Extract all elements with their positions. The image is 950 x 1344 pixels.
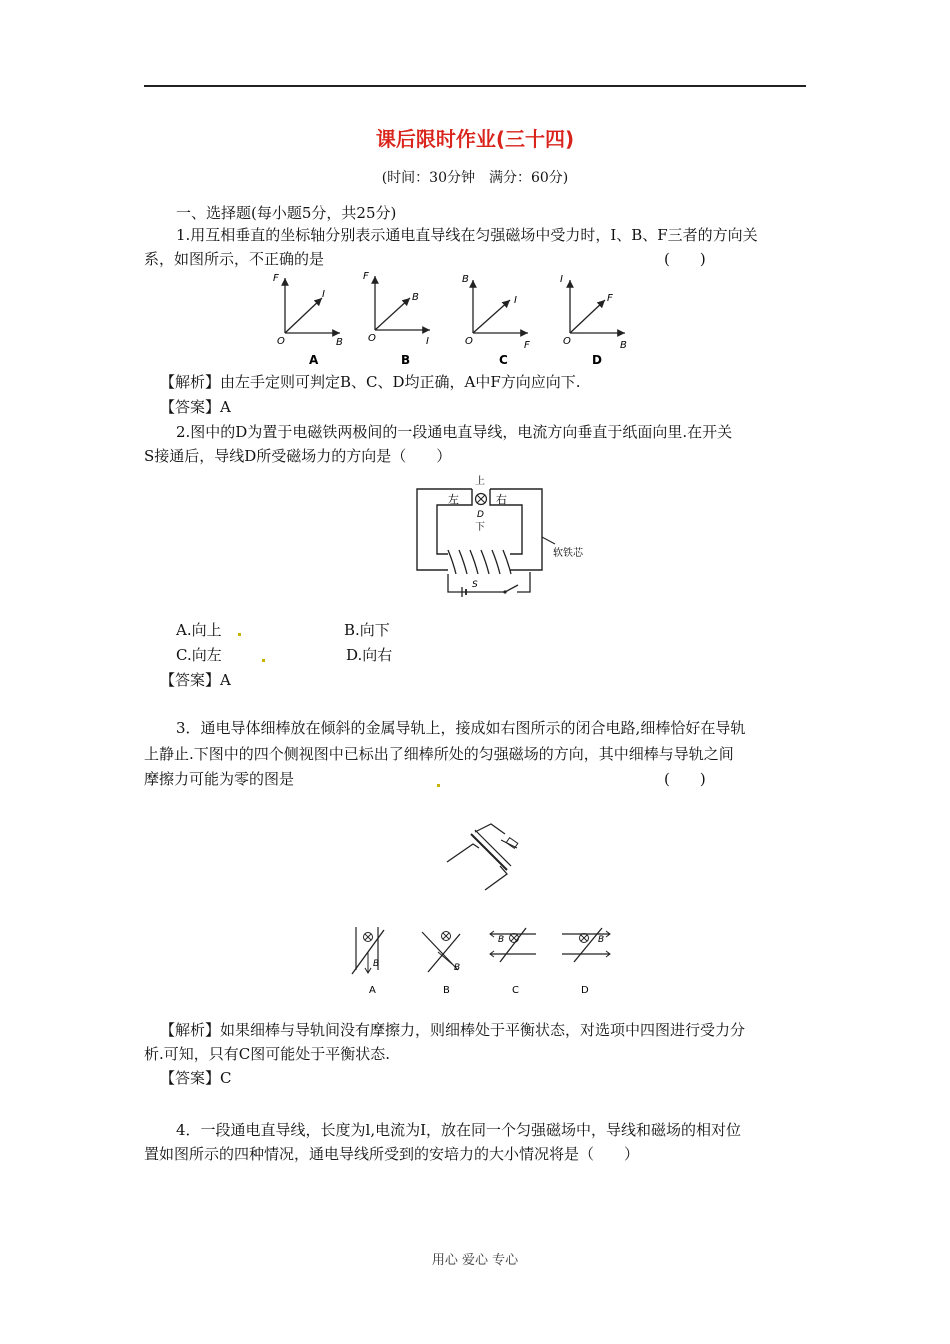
q1-a-xaxis: B	[336, 337, 343, 348]
q1-panel-a	[273, 273, 343, 367]
q1-b-option: B	[401, 353, 411, 367]
q1-analysis: 【解析】由左手定则可判定B、C、D均正确，A中F方向应向下.	[160, 373, 581, 391]
label-left: 左	[448, 493, 459, 506]
q1-line1: 1.用互相垂直的坐标轴分别表示通电直导线在匀强磁场中受力时，I、B、F三者的方向关	[176, 226, 758, 244]
q1-b-yaxis: F	[363, 271, 369, 282]
q2-figure	[410, 472, 590, 607]
q3-incline-figure	[445, 820, 535, 895]
q1-b-diag: B	[412, 292, 419, 303]
q3-line1: 3．通电导体细棒放在倾斜的金属导轨上，接成如右图所示的闭合电路,细棒恰好在导轨	[176, 719, 746, 737]
q3-line3: 摩擦力可能为零的图是	[144, 770, 295, 788]
q4-line2: 置如图所示的四种情况，通电导线所受到的安培力的大小情况将是（ ）	[144, 1145, 640, 1163]
q4-line1: 4．一段通电直导线，长度为l,电流为I，放在同一个匀强磁场中，导线和磁场的相对位	[176, 1121, 742, 1139]
q1-panel-d	[560, 274, 627, 367]
header-rule	[144, 85, 806, 87]
label-down: 下	[475, 522, 485, 533]
q1-panel-c	[462, 274, 530, 367]
q1-b-origin: O	[368, 333, 376, 344]
q3-b-field: B	[454, 963, 461, 973]
q3-analysis-line1: 【解析】如果细棒与导轨间没有摩擦力，则细棒处于平衡状态，对选项中四图进行受力分	[160, 1021, 746, 1039]
q3-view-d	[562, 928, 610, 996]
q3-blank: ( )	[664, 770, 706, 788]
label-switch: S	[472, 580, 478, 590]
q1-a-diag: I	[322, 289, 325, 300]
q3-view-b	[422, 932, 460, 997]
q3-a-option: A	[369, 985, 376, 996]
q3-c-option: C	[512, 985, 519, 996]
label-up: 上	[475, 476, 485, 487]
q3-b-option: B	[443, 985, 450, 996]
q3-answer: 【答案】C	[160, 1069, 232, 1087]
q3-d-field: B	[598, 935, 605, 945]
q1-c-origin: O	[465, 336, 473, 347]
q1-d-xaxis: B	[620, 340, 627, 351]
q1-c-diag: I	[514, 295, 517, 306]
stray-mark	[238, 633, 241, 636]
q1-c-yaxis: B	[462, 274, 469, 285]
q3-analysis-line2: 析.可知，只有C图可能处于平衡状态.	[144, 1045, 391, 1063]
section-heading: 一、选择题(每小题5分，共25分)	[176, 204, 397, 222]
q3-c-field: B	[498, 935, 505, 945]
q1-c-option: C	[499, 353, 508, 367]
q2-line2: S接通后，导线D所受磁场力的方向是（ ）	[144, 447, 452, 465]
q3-line2: 上静止.下图中的四个侧视图中已标出了细棒所处的匀强磁场的方向，其中细棒与导轨之间	[144, 745, 734, 763]
q1-line2: 系，如图所示，不正确的是	[144, 250, 325, 268]
q1-d-diag: F	[607, 293, 613, 304]
q1-figure	[260, 268, 640, 372]
q1-d-option: D	[592, 353, 602, 367]
page-footer: 用心 爱心 专心	[431, 1253, 519, 1268]
page-subtitle: (时间：30分钟 满分：60分)	[381, 170, 569, 186]
q1-a-origin: O	[277, 336, 285, 347]
q1-c-xaxis: F	[524, 340, 530, 351]
q2-option-c: C.向左	[176, 646, 222, 664]
q1-panel-b	[363, 271, 430, 367]
q3-view-a	[352, 927, 384, 996]
page-title: 课后限时作业(三十四)	[375, 127, 575, 151]
q1-blank: ( )	[664, 250, 706, 268]
q1-answer: 【答案】A	[160, 398, 231, 416]
coil	[448, 550, 511, 574]
q1-a-option: A	[309, 353, 319, 367]
q2-option-d: D.向右	[346, 646, 393, 664]
q1-b-xaxis: I	[426, 336, 429, 347]
q1-d-origin: O	[563, 336, 571, 347]
label-wire: D	[477, 510, 484, 520]
q1-a-yaxis: F	[273, 273, 279, 284]
label-core: 软铁芯	[553, 548, 583, 559]
q3-a-field: B	[373, 959, 380, 969]
q3-view-c	[490, 928, 536, 996]
stray-mark	[437, 784, 440, 787]
q1-d-yaxis: I	[560, 274, 563, 285]
q3-d-option: D	[581, 985, 589, 996]
q2-option-b: B.向下	[344, 621, 390, 639]
stray-mark	[262, 659, 265, 662]
q2-answer: 【答案】A	[160, 671, 231, 689]
q2-line1: 2.图中的D为置于电磁铁两极间的一段通电直导线，电流方向垂直于纸面向里.在开关	[176, 423, 733, 441]
q2-option-a: A.向上	[176, 621, 222, 639]
q3-options-figure	[340, 922, 620, 998]
label-right: 右	[496, 493, 507, 506]
